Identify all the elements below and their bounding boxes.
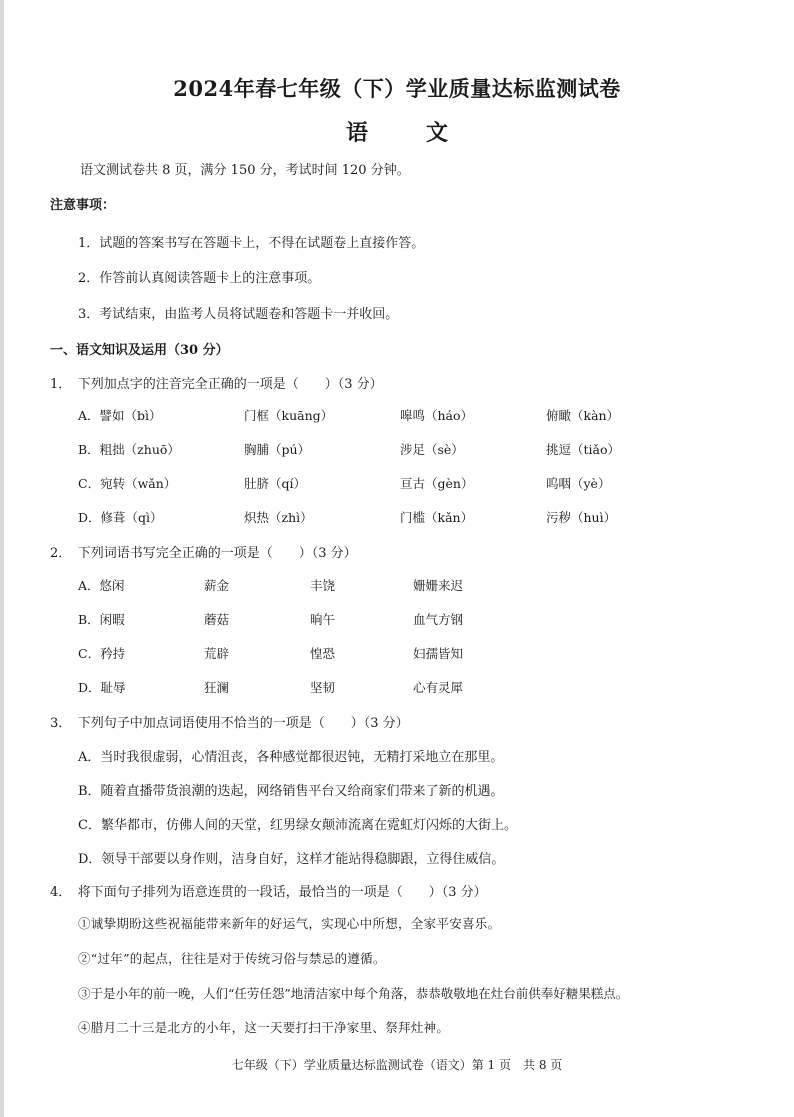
q1-option-cell: A．譬如（bì） (78, 408, 162, 423)
q2-option-cell: 蘑菇 (204, 612, 230, 627)
q1-option-cell: 肚脐（qí） (244, 476, 306, 491)
q1-option-cell: 俯瞰（kàn） (546, 408, 620, 423)
q4-sentence: ④腊月二十三是北方的小年，这一天要打扫干净家里、祭拜灶神。 (78, 1020, 450, 1035)
q2-option-cell: 血气方钢 (413, 612, 464, 627)
q2-option-cell: 荒辟 (204, 646, 230, 661)
q2-option-cell: 坚韧 (310, 680, 336, 695)
note-item: 3．考试结束，由监考人员将试题卷和答题卡一并收回。 (78, 307, 399, 322)
note-item: 1．试题的答案书写在答题卡上，不得在试题卷上直接作答。 (78, 236, 425, 251)
q3-option: A．当时我很虚弱，心情沮丧，各种感觉都很迟钝，无精打采地立在那里。 (78, 750, 504, 765)
q1-option-cell: 亘古（gèn） (400, 476, 474, 491)
q1-option-cell: 炽热（zhì） (244, 510, 313, 525)
notes-heading: 注意事项： (50, 198, 116, 213)
intro-text: 语文测试卷共 8 页，满分 150 分，考试时间 120 分钟。 (80, 163, 410, 178)
q2-option-cell: 狂澜 (204, 680, 230, 695)
note-item: 2．作答前认真阅读答题卡上的注意事项。 (78, 271, 321, 286)
q2-option-cell: 晌午 (310, 612, 336, 627)
q3-option: D．领导干部要以身作则，洁身自好，这样才能站得稳脚跟，立得住威信。 (78, 852, 505, 867)
q3-option: C．繁华都市，仿佛人间的天堂，红男绿女颠沛流离在霓虹灯闪烁的大街上。 (78, 818, 517, 833)
q1-option-cell: 污秽（huì） (546, 510, 617, 525)
q2-option-cell: A．悠闲 (78, 578, 125, 593)
q1-option-cell: C．宛转（wǎn） (78, 476, 177, 491)
exam-title: 2024年春七年级（下）学业质量达标监测试卷 (173, 76, 621, 101)
question-2-stem: 2． 下列词语书写完全正确的一项是（ ）（3 分） (50, 546, 357, 561)
q2-option-cell: 薪金 (204, 578, 230, 593)
q4-sentence: ③于是小年的前一晚，人们“任劳任怨”地清洁家中每个角落，恭恭敬敬地在灶台前供奉好糖果糕点。 (78, 986, 629, 1001)
q1-option-cell: 呜咽（yè） (546, 476, 611, 491)
q2-option-cell: 惶恐 (310, 646, 336, 661)
q1-option-cell: 门框（kuāng） (244, 408, 334, 423)
q1-option-cell: 挑逗（tiǎo） (546, 442, 620, 457)
q1-option-cell: B．粗拙（zhuō） (78, 442, 180, 457)
scan-edge-shadow (0, 0, 4, 1117)
q2-option-cell: 心有灵犀 (413, 680, 464, 695)
q4-sentence: ②“过年”的起点，往往是对于传统习俗与禁忌的遵循。 (78, 951, 386, 966)
q2-option-cell: C．矜持 (78, 646, 126, 661)
question-3-stem: 3． 下列句子中加点词语使用不恰当的一项是（ ）（3 分） (50, 716, 409, 731)
page-footer: 七年级（下）学业质量达标监测试卷（语文）第 1 页 共 8 页 (231, 1058, 563, 1072)
q3-option: B．随着直播带货浪潮的迭起，网络销售平台又给商家们带来了新的机遇。 (78, 784, 504, 799)
subject-heading: 语 文 (345, 120, 466, 146)
question-4-stem: 4． 将下面句子排列为语意连贯的一段话，最恰当的一项是（ ）（3 分） (50, 885, 487, 900)
q1-option-cell: 胸脯（pú） (244, 442, 311, 457)
q2-option-cell: B．闲暇 (78, 612, 125, 627)
q1-option-cell: 嗥鸣（háo） (400, 408, 474, 423)
q2-option-cell: 丰饶 (310, 578, 336, 593)
q4-sentence: ①诚挚期盼这些祝福能带来新年的好运气，实现心中所想，全家平安喜乐。 (78, 916, 501, 931)
q1-option-cell: 涉足（sè） (400, 442, 464, 457)
q2-option-cell: 姗姗来迟 (413, 578, 464, 593)
question-1-stem: 1． 下列加点字的注音完全正确的一项是（ ）（3 分） (50, 377, 383, 392)
q1-option-cell: D．修葺（qì） (78, 510, 163, 525)
section-heading: 一、语文知识及运用（30 分） (50, 343, 229, 358)
q1-option-cell: 门槛（kǎn） (400, 510, 474, 525)
q2-option-cell: 妇孺皆知 (413, 646, 464, 661)
q2-option-cell: D．耻辱 (78, 680, 126, 695)
